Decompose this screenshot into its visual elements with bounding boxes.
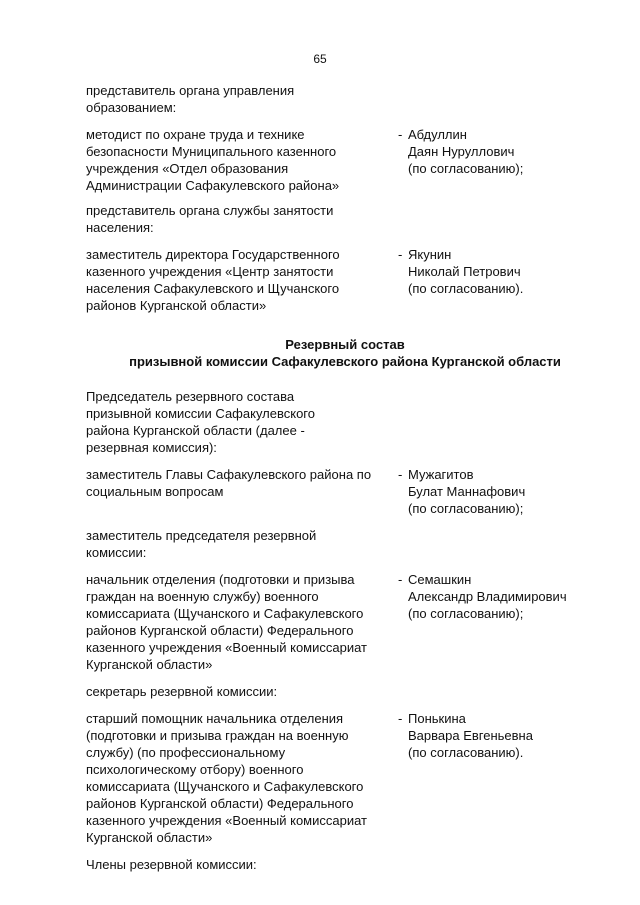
member-surname: Понькина: [408, 711, 466, 726]
member-note: (по согласованию).: [408, 745, 524, 760]
member-entry-secretary: [86, 710, 596, 846]
member-surname: Мужагитов: [408, 467, 474, 482]
rep-edu-label: представитель органа управления образованием:: [86, 83, 295, 115]
member-name: Александр Владимирович: [408, 589, 567, 604]
member-entry-employment: [86, 246, 596, 314]
member-entry-methodist: [86, 126, 596, 194]
member-name-block: - Абдуллин Даян Нуруллович (по согласованию);: [398, 126, 588, 194]
heading-line-1: Резервный состав: [285, 337, 405, 352]
member-name-block: - Якунин Николай Петрович (по согласованию).: [398, 246, 588, 314]
members-label: Члены резервной комиссии:: [86, 857, 257, 872]
member-position: начальник отделения (подготовки и призыва граждан на военную службу) военного комиссариата (Щучанского и Сафакулевского районов Курганской области) Федерального казенного учреждения «Военный комиссариат Курганской области»: [86, 572, 367, 672]
heading-line-2: призывной комиссии Сафакулевского района Курганской области: [129, 354, 561, 369]
member-note: (по согласованию);: [408, 501, 524, 516]
member-position: заместитель Главы Сафакулевского района по социальным вопросам: [86, 467, 372, 499]
chair-label: Председатель резервного состава призывной комиссии Сафакулевского района Курганской области (далее - резервная комиссия):: [86, 389, 315, 455]
member-name: Варвара Евгеньевна: [408, 728, 533, 743]
rep-employment-label: представитель органа службы занятости населения:: [86, 203, 334, 235]
member-name-block: - Мужагитов Булат Маннафович (по согласованию);: [398, 466, 588, 517]
deputy-chair-label: заместитель председателя резервной комиссии:: [86, 528, 317, 560]
member-name-block: - Семашкин Александр Владимирович (по согласованию);: [398, 571, 588, 673]
member-name-block: - Понькина Варвара Евгеньевна (по согласованию).: [398, 710, 588, 846]
member-note: (по согласованию);: [408, 161, 524, 176]
member-position: заместитель директора Государственного казенного учреждения «Центр занятости населения Сафакулевского и Щучанского районов Курганской области»: [86, 247, 340, 313]
member-entry-deputy-chair: [86, 571, 596, 673]
member-surname: Семашкин: [408, 572, 472, 587]
member-note: (по согласованию).: [408, 281, 524, 296]
secretary-label: секретарь резервной комиссии:: [86, 684, 278, 699]
member-name: Булат Маннафович: [408, 484, 526, 499]
member-position: методист по охране труда и технике безопасности Муниципального казенного учреждения «Отдел образования Администрации Сафакулевского района»: [86, 127, 340, 193]
member-name: Николай Петрович: [408, 264, 521, 279]
member-surname: Якунин: [408, 247, 452, 262]
page-number: 65: [313, 52, 327, 66]
document-body: [86, 82, 596, 873]
section-heading: [86, 336, 596, 370]
member-name: Даян Нуруллович: [408, 144, 515, 159]
member-surname: Абдуллин: [408, 127, 467, 142]
member-note: (по согласованию);: [408, 606, 524, 621]
member-position: старший помощник начальника отделения (подготовки и призыва граждан на военную службу) (по профессиональному психологическому отбору) военного комиссариата (Щучанского и Сафакулевского районов Курганской области) Федерального казенного учреждения «Военный комиссариат Курганской области»: [86, 711, 367, 845]
member-entry-chair: [86, 466, 596, 517]
